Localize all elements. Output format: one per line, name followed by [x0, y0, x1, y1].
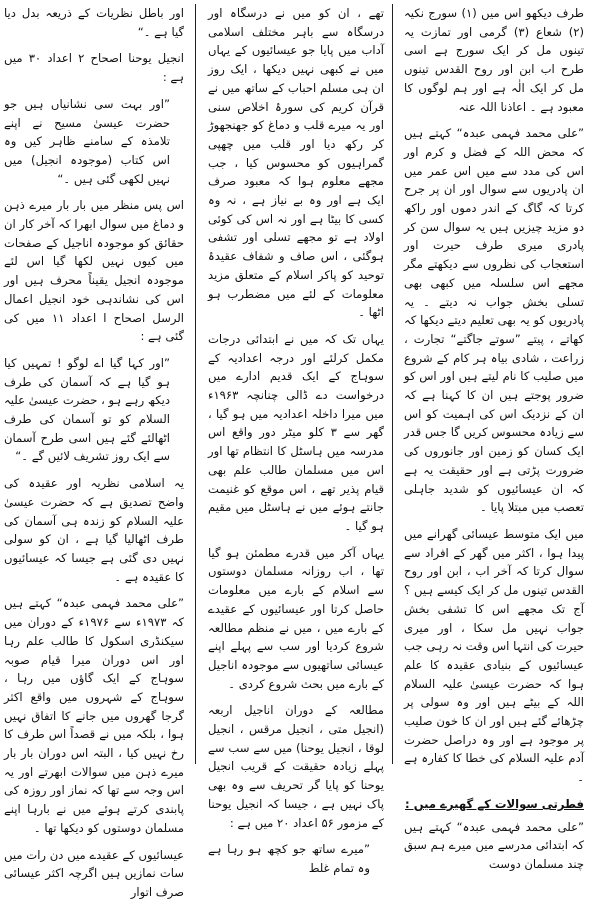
- paragraph: اس پس منظر میں بار بار میرے ذہن و دماغ میں سوال ابھرا کہ آخر کار ان حقائق کو موجودہ اناجیل کے صفحات میں کیوں نہیں لکھا گیا اس لئے موجودہ انجیل یقیناً محرف ہیں اور اس کی نشاندہی خود انجیل اعمال الرسل اصحاح ا اعداد ۱۱ میں کی گئی ہے :: [4, 198, 184, 344]
- paragraph: اور باطل نظریات کے ذریعہ بدل دیا گیا ہے ۔“: [4, 6, 184, 39]
- paragraph: یہاں آکر میں قدرے مطمئن ہو گیا تھا ، اب روزانہ مسلمان دوستوں سے اسلام کے بارے میں معلومات حاصل کرتا اور عیسائیوں کے عقیدے کے بارے میں ، میں نے منظم مطالعہ شروع کردیا اور سب سے پہلے اپنے عیسائی ساتھیوں سے موجودہ اناجیل کے بارے میں بحث شروع کردی ۔: [208, 545, 384, 691]
- paragraph: طرف دیکھو اس میں (۱) سورج نکیہ (۲) شعاع (۳) گرمی اور تمازت یہ تینوں مل کر ایک سورج ہے اسی طرح اب ابن اور روح القدس تینوں مل کر ایک الٰہ ہے اور ہم لوگوں کا معبود ہے ۔ اعاذنا اللہ عنہ: [404, 6, 584, 114]
- column-middle: [208, 4, 384, 875]
- paragraph: مطالعہ کے دوران اناجیل اربعہ (انجیل متی ، انجیل مرقس ، انجیل لوقا ، انجیل یوحنا) میں سے سب سے پہلے زیادہ حقیقت کے قریب انجیل یوحنا کو پایا گر تحریف سے وہ بھی پاک نہیں ہے ، جیسا کہ انجیل یوحنا کے مزمور ۵۶ اعداد ۲۰ میں ہے :: [208, 703, 384, 830]
- quotation: ”میرے ساتھ جو کچھ ہو رہا ہے وہ تمام غلط: [208, 842, 370, 875]
- quotation: ”اور کہا گیا اے لوگو ! تمہیں کیا ہو گیا ہے کہ آسمان کی طرف دیکھ رہے ہو ، حضرت عیسیٰ علیہ السلام کو تو آسمان کی طرف اٹھالئے گئے ہیں اسی طرح آسمان سے ایک روز تشریف لائیں گے ۔“: [4, 355, 170, 464]
- column-divider: [392, 4, 393, 764]
- column-divider: [195, 4, 196, 764]
- paragraph: تھے ، ان کو میں نے درسگاہ اور درسگاہ سے باہر مختلف اسلامی آداب میں پایا جو عیسائیوں کے یہاں میں نے کبھی نہیں دیکھا ، ایک روز ان ہی مسلم احباب کے ساتھ میں نے قرآن کریم کی سورۂ اخلاص سنی اور یہ میرے قلب و دماغ کو جھنجھوڑ کر رکھ دیا اور قلب میں چھپی گمراہیوں کو محسوس کیا ، جب مجھے معلوم ہوا کہ معبود صرف ایک ہے اور وہ بے نیاز ہے ، نہ وہ کسی کا بیٹا ہے اور نہ اس کی کوئی اولاد ہے تو مجھے تسلی اور تشفی ہوگئی ، اس صاف و شفاف عقیدۂ توحید کو پاکر اسلام کے متعلق مزید معلومات کے لئے میں مضطرب ہو اٹھا ۔: [208, 6, 384, 320]
- paragraph: یہ اسلامی نظریہ اور عقیدہ کی واضح تصدیق ہے کہ حضرت عیسیٰ علیہ السلام کو زندہ ہی آسمان کی طرف اٹھالیا گیا ہے ، ان کو سولی نہیں دی گئی ہے جیسا کہ عیسائیوں کا عقیدہ ہے ۔: [4, 476, 184, 584]
- quotation: ”اور بہت سی نشانیاں ہیں جو حضرت عیسیٰ مسیح نے اپنے تلامذہ کے سامنے ظاہر کیں وہ اس کتاب (موجودہ انجیل) میں نہیں لکھی گئی ہیں ۔“: [4, 96, 170, 186]
- paragraph: یہاں تک کہ میں نے ابتدائی درجات مکمل کرلئے اور درجہ اعدادیہ کے سوہاج کے ایک قدیم ادارے میں درخواست دے ڈالی چنانچہ ۱۹۶۳ء میں میرا داخلہ اعدادیہ میں ہو گیا ، گھر سے ۳ کلو میٹر دور واقع اس مدرسہ میں ہاسٹل کا انتظام تھا اور اس میں مسلمان طالب علم بھی قیام پذیر تھے ، اس موقع کو غنیمت جانتے ہوئے میں نے ہاسٹل میں مقیم ہو گیا ۔: [208, 331, 384, 533]
- citation: انجیل یوحنا اصحاح ۲ اعداد ۳۰ میں ہے :: [4, 51, 184, 85]
- paragraph: ”علی محمد فہمی عبدہ“ کہتے ہیں کہ محض اللہ کے فضل و کرم اور اس کی مدد سے میں اس عمر میں ان پادریوں سے سوال اور ان پر جرح کرتا کہ گاگ کے اندر دموں اور راکھ دو مزید چیزیں ہیں یہ سوال سن کر پادری میری طرف حیرت اور استعجاب کی نظروں سے دیکھتے مگر مجھے اس سلسلہ میں کبھی بھی تسلی بخش جواب نہ دیتے ۔ یہ پادریوں کو یہ بھی تعلیم دیتے دیکھا کہ کھاتے ، پیتے ”سوتے جاگتے“ تجارت ، زراعت ، شادی بیاہ ہر کام کے شروع میں صلیب کا نام لیتے ہیں اور اس کو ضرور پوجتے ہیں ان کا کہنا ہے کہ ان کے نزدیک اس کی اہمیت کو اس سے زیادہ محسوس کریں گا جس قدر ایک کسان کو زمین اور جانوروں کی ضرورت پڑتی ہے اور حقیقت یہ ہے کہ ان عیسائیوں کو شدید جاہلی تعصب میں مبتلا پایا ۔: [404, 126, 584, 515]
- paragraph: میں ایک متوسط عیسائی گھرانے میں پیدا ہوا ، اکثر میں گھر کے افراد سے سوال کرتا کہ آخر اب ، ابن اور روح القدس تینوں مل کر ایک کیسے ہیں ؟ آج تک مجھے اس کا تشفی بخش جواب نہیں مل سکا ، اور میری حیرت کی انتہا اس وقت نہ رہی جب عیسائیوں کے بنیادی عقیدہ کا علم ہوا کہ حضرت عیسیٰ علیہ السلام اللہ کے بیٹے ہیں اور وہ سولی پر چڑھائے گئے ہیں اور ان کا خون صلیب پر موجود ہے اور وہ دراصل حضرت آدم علیہ السلام کی خطا کا کفارہ ہے ۔: [404, 526, 584, 785]
- paragraph: عیسائیوں کے عقیدے میں دن رات میں سات نمازیں ہیں اگرچہ اکثر عیسائی صرف اتوار: [4, 847, 184, 899]
- section-heading: فطرتی سوالات کے گھیرے میں :: [405, 796, 584, 811]
- paragraph: ”علی محمد فہمی عبدہ“ کہتے ہیں کہ ابتدائی مدرسے میں میرے ہم سبق چند مسلمان دوست: [404, 819, 584, 871]
- column-right: [404, 4, 584, 871]
- paragraph: ”علی محمد فہمی عبدہ“ کہتے ہیں کہ ۱۹۷۳ء سے ۱۹۷۶ء کے دوران میں سیکنڈری اسکول کا طالب علم رہا اور اس دوران میرا قیام صوبہ سوہاج کے ایک گاؤں میں رہا ، سوہاج کے شہروں میں واقع اکثر گرجا گھروں میں جانے کا اتفاق نہیں ہوا ، بلکہ میں نے قصداً اس طرف کا رخ نہیں کیا ، البتہ اس دوران بار بار میرے ذہن میں سوالات ابھرتے اور یہ اس وجہ سے تھا کہ نماز اور روزہ کی پابندی کرتے ہوئے میں نے بارہا اپنے مسلمان دوستوں کو دیکھا تھا ۔: [4, 596, 184, 835]
- column-left: [4, 4, 184, 899]
